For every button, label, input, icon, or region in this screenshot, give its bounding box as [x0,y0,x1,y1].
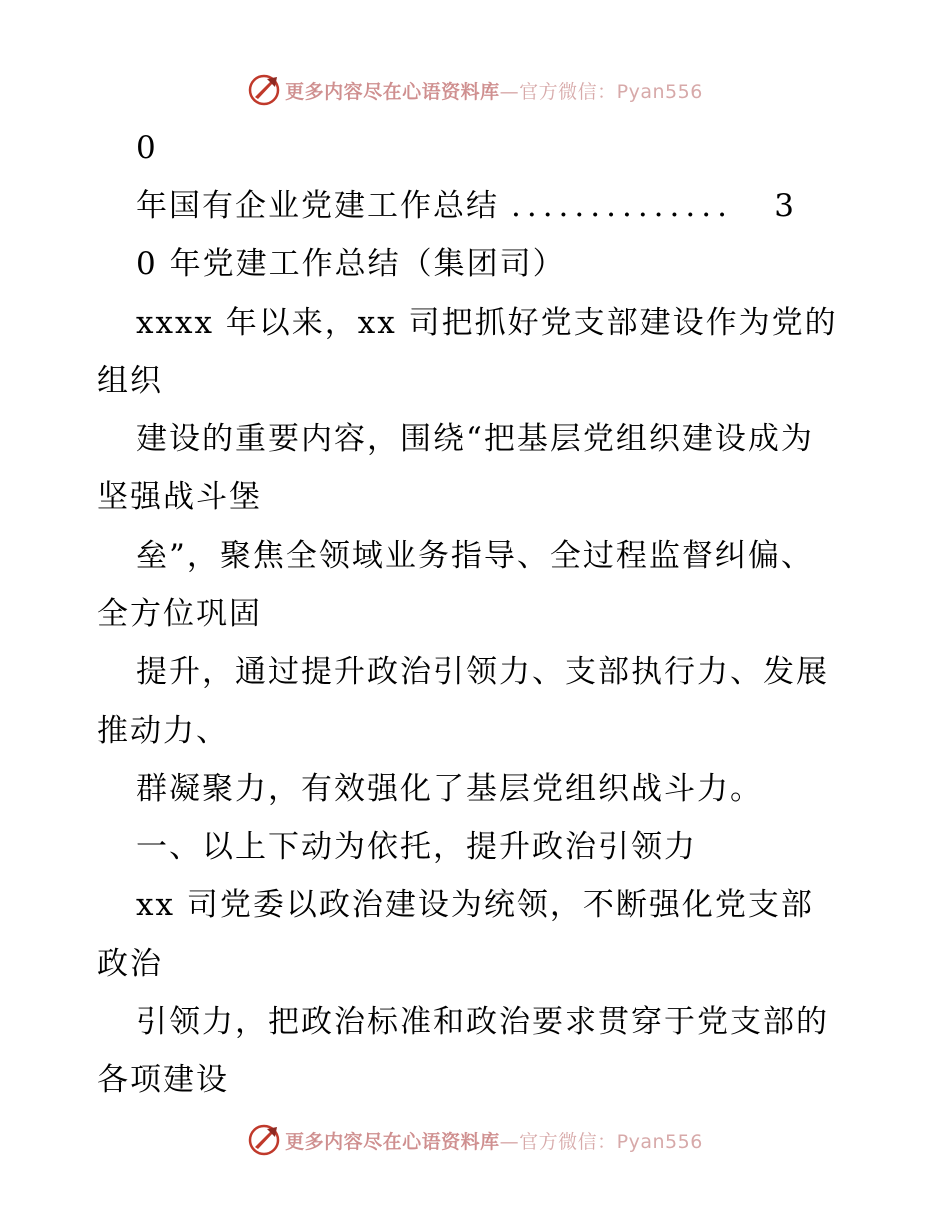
text-line: xxxx 年以来，xx 司把抓好党支部建设作为党的 [136,305,838,341]
text-line: 推动力、 [97,713,229,749]
toc-entry-title: 年国有企业党建工作总结 [136,188,499,224]
text-line: 0 [136,130,158,166]
text-line: 各项建设 [97,1062,229,1098]
text-line: 引领力，把政治标准和政治要求贯穿于党支部的 [136,1004,829,1040]
banner-text [285,1127,703,1154]
text-line: 全方位巩固 [97,596,262,632]
text-line: xx 司党委以政治建设为统领，不断强化党支部 [136,887,814,923]
footer-banner [0,1120,950,1160]
banner-text-wechat: 官方微信：Pyan556 [519,1130,703,1153]
text-line: 坚强战斗堡 [97,479,262,515]
banner-text-main: 更多内容尽在心语资料库 [285,80,500,103]
text-line: 垒”，聚焦全领域业务指导、全过程监督纠偏、 [136,538,814,574]
banner-text-main: 更多内容尽在心语资料库 [285,1130,500,1153]
banner-text-sep: — [499,80,520,103]
banner-text-sep: — [499,1130,520,1153]
header-banner [0,70,950,110]
text-line: 群凝聚力，有效强化了基层党组织战斗力。 [136,771,763,807]
quill-emblem-icon [247,73,281,107]
text-line: 提升，通过提升政治引领力、支部执行力、发展 [136,654,829,690]
toc-leader-dots: .............. [511,188,733,224]
section-heading: 一、以上下动为依托，提升政治引领力 [136,829,697,865]
text-line: 0 年党建工作总结（集团司） [136,246,566,282]
text-line: 建设的重要内容，围绕“把基层党组织建设成为 [136,421,814,457]
quill-emblem-icon [247,1123,281,1157]
text-line: 组织 [97,363,163,399]
text-line: 政治 [97,946,163,982]
toc-page-number: 3 [774,188,796,224]
banner-text-wechat: 官方微信：Pyan556 [519,80,703,103]
banner-text [285,77,703,104]
toc-entry [136,186,796,226]
